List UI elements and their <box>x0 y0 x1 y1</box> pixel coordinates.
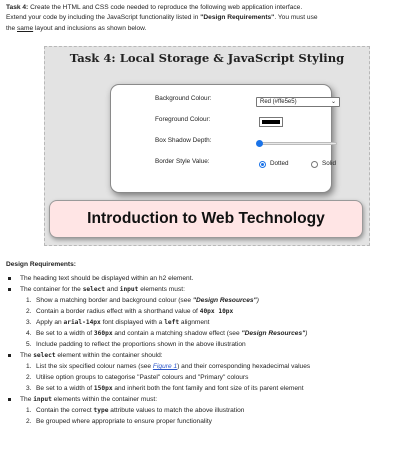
list-item <box>6 317 408 328</box>
border-style-label: Border Style Value: <box>155 158 210 165</box>
code-input: input <box>33 396 52 403</box>
foreground-color-input[interactable] <box>259 117 283 127</box>
intro-line1: Create the HTML and CSS code needed to reproduce the following web application interface. <box>28 4 303 11</box>
req-text: ) <box>256 297 259 304</box>
code-align: left <box>164 319 180 326</box>
row-shadow <box>111 134 331 150</box>
list-item <box>6 383 408 394</box>
req-text: The container for the <box>20 286 83 293</box>
req-text: and inherit both the font family and font size of its parent element <box>112 385 304 392</box>
radio-dotted[interactable] <box>259 161 266 168</box>
req-text: Be set to a width of <box>36 330 94 337</box>
req-text: ) and their corresponding hexadecimal values <box>177 363 311 370</box>
list-item <box>6 339 408 350</box>
req-text: List the six specified colour names (see <box>36 363 153 370</box>
code-radius: 40px 10px <box>199 308 234 315</box>
code-width: 150px <box>93 385 113 392</box>
background-select[interactable] <box>256 97 340 107</box>
slider-thumb[interactable] <box>256 140 263 147</box>
item-number: 1. <box>26 363 32 370</box>
list-item <box>6 284 408 295</box>
item-number: 3. <box>26 319 32 326</box>
list-item <box>6 394 408 405</box>
item-number: 2. <box>26 418 32 425</box>
req-text: Be set to a width of <box>36 385 94 392</box>
code-font: arial-14px <box>63 319 101 326</box>
item-number: 5. <box>26 341 32 348</box>
task-intro <box>6 3 408 34</box>
intro-banner <box>49 200 363 238</box>
list-item <box>6 328 408 339</box>
design-resources-ref: "Design Resources" <box>241 330 306 337</box>
same-word: same <box>17 24 34 32</box>
shadow-depth-slider[interactable] <box>258 142 337 145</box>
list-item <box>6 405 408 416</box>
intro-line3: the <box>6 24 17 32</box>
list-item <box>6 350 408 361</box>
list-item <box>6 361 408 372</box>
req-text: elements must: <box>138 286 185 293</box>
req-text: Utilise option groups to categorise "Pastel" colours and "Primary" colours <box>36 374 249 381</box>
req-text: alignment <box>179 319 210 326</box>
code-type: type <box>93 407 109 414</box>
demo-illustration <box>44 46 370 246</box>
req-text: Include padding to reflect the proportions shown in the above illustration <box>36 341 246 348</box>
req-text: Show a matching border and background colour (see <box>36 297 193 304</box>
req-text: Be grouped where appropriate to ensure proper functionality <box>36 418 212 425</box>
controls-container <box>110 84 337 193</box>
req-text: and contain a matching shadow effect (see <box>112 330 242 337</box>
req-text: element within the container should: <box>55 352 163 359</box>
req-text: elements within the container must: <box>51 396 158 403</box>
item-number: 1. <box>26 297 32 304</box>
intro-line2: Extend your code by including the JavaScript functionality listed in <box>6 14 201 22</box>
item-number: 3. <box>26 385 32 392</box>
req-text: font displayed with a <box>100 319 165 326</box>
design-resources-ref: "Design Resources" <box>192 297 257 304</box>
req-text: Contain the correct <box>36 407 94 414</box>
color-swatch <box>262 120 280 124</box>
code-select: select <box>82 286 106 293</box>
shadow-label: Box Shadow Depth: <box>155 137 212 144</box>
list-item <box>6 416 408 427</box>
requirements-list <box>6 273 408 427</box>
row-background <box>111 92 336 108</box>
req-text: and <box>105 286 120 293</box>
design-requirements-ref: "Design Requirements" <box>200 14 275 22</box>
requirements-title: Design Requirements: <box>6 261 76 268</box>
list-item <box>6 273 408 284</box>
banner-text: Introduction to Web Technology <box>87 210 325 227</box>
task-label: Task 4: <box>6 4 29 11</box>
req-text: The <box>20 352 34 359</box>
req-heading: The heading text should be displayed within an h2 element. <box>20 275 194 282</box>
list-item <box>6 295 408 306</box>
foreground-label: Foreground Colour: <box>155 116 211 123</box>
radio-solid[interactable] <box>311 161 318 168</box>
background-label: Background Colour: <box>155 95 212 102</box>
chevron-down-icon: ⌄ <box>330 99 336 105</box>
item-number: 2. <box>26 374 32 381</box>
demo-heading: Task 4: Local Storage & JavaScript Styling <box>69 51 345 65</box>
figure-1-link[interactable]: Figure 1 <box>152 363 178 370</box>
req-text: Contain a border radius effect with a shorthand value of <box>36 308 200 315</box>
code-select: select <box>33 352 56 359</box>
list-item <box>6 306 408 317</box>
item-number: 4. <box>26 330 32 337</box>
req-text: ) <box>305 330 308 337</box>
intro-line3-end: layout and inclusions as shown below. <box>33 24 147 32</box>
radio-dotted-label: Dotted <box>270 160 289 167</box>
row-border-style <box>111 155 337 171</box>
req-text: attribute values to match the above illustration <box>108 407 245 414</box>
req-text: Apply an <box>36 319 64 326</box>
item-number: 1. <box>26 407 32 414</box>
list-item <box>6 372 408 383</box>
req-text: The <box>20 396 34 403</box>
background-select-value: Red (#ffe5e5) <box>260 99 297 105</box>
intro-line2-end: . You must use <box>274 14 318 22</box>
radio-solid-label: Solid <box>322 160 337 167</box>
row-foreground <box>111 113 331 129</box>
code-input: input <box>119 286 139 293</box>
code-width: 360px <box>93 330 113 337</box>
item-number: 2. <box>26 308 32 315</box>
